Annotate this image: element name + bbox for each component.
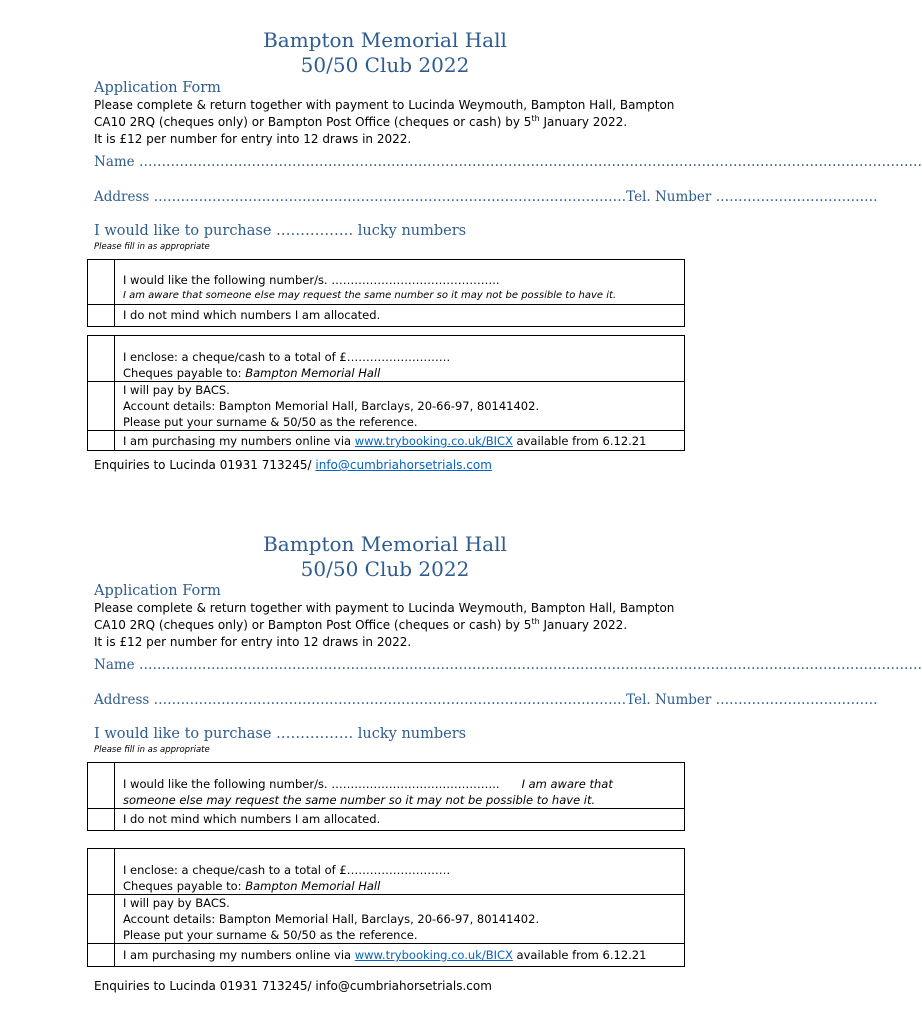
pay-online-date: available from 6.12.21	[512, 948, 647, 962]
option-row	[88, 809, 685, 831]
intro-text	[94, 600, 694, 651]
pay-online-date: available from 6.12.21	[512, 434, 647, 448]
enquiries-text: Enquiries to Lucinda 01931 713245/	[94, 458, 316, 472]
option-row	[88, 305, 685, 327]
enquiries: Enquiries to Lucinda 01931 713245/ info@cumbriahorsetrials.com	[94, 979, 492, 993]
form-title	[0, 28, 770, 78]
payment-text	[115, 336, 685, 382]
name-field[interactable]: Name …………………………………………………………………………………………………………………………………………………………	[94, 154, 922, 170]
payment-row	[88, 849, 685, 895]
opt-numbers-note-b: someone else may request the same number so it may not be possible to have it.	[123, 793, 596, 807]
payment-checkbox[interactable]	[88, 944, 115, 967]
opt-numbers-text: I would like the following number/s. ……………………………………..	[123, 273, 500, 287]
pay-bacs-account: Account details: Bampton Memorial Hall, Barclays, 20-66-97, 80141402.	[123, 399, 540, 413]
payment-text	[115, 944, 685, 967]
pay-bacs-reference: Please put your surname & 50/50 as the reference.	[123, 415, 418, 429]
opt-any-text: I do not mind which numbers I am allocated.	[115, 305, 685, 327]
intro-text	[94, 97, 694, 148]
pay-cheque-text: I enclose: a cheque/cash to a total of £………………………	[123, 350, 451, 364]
payment-checkbox[interactable]	[88, 849, 115, 895]
form-title	[0, 532, 770, 582]
intro-line-3: It is £12 per number for entry into 12 draws in 2022.	[94, 132, 412, 146]
intro-sup: th	[531, 114, 540, 123]
title-line-2: 50/50 Club 2022	[300, 557, 470, 581]
pay-bacs-text: I will pay by BACS.	[123, 896, 230, 910]
trybooking-link[interactable]: www.trybooking.co.uk/BICX	[354, 434, 513, 448]
option-text	[115, 260, 685, 305]
payment-checkbox[interactable]	[88, 382, 115, 431]
title-line-1: Bampton Memorial Hall	[263, 532, 507, 556]
payment-checkbox[interactable]	[88, 895, 115, 944]
pay-cheque-text: I enclose: a cheque/cash to a total of £………………………	[123, 863, 451, 877]
intro-line-2a: CA10 2RQ (cheques only) or Bampton Post Office (cheques or cash) by 5	[94, 618, 532, 632]
intro-line-3: It is £12 per number for entry into 12 draws in 2022.	[94, 635, 412, 649]
payment-text	[115, 431, 685, 451]
payment-row	[88, 382, 685, 431]
address-field[interactable]: Address ……………………………………………………………………………………………Tel. Number ………………………………	[94, 692, 878, 708]
application-form-heading: Application Form	[94, 80, 221, 96]
payment-text	[115, 849, 685, 895]
opt-any-text: I do not mind which numbers I am allocated.	[115, 809, 685, 831]
payment-options-table	[87, 335, 685, 451]
payment-checkbox[interactable]	[88, 431, 115, 451]
intro-line-1: Please complete & return together with payment to Lucinda Weymouth, Bampton Hall, Bampton	[94, 601, 675, 615]
option-checkbox[interactable]	[88, 809, 115, 831]
option-text	[115, 763, 685, 809]
payee-label: Cheques payable to:	[123, 366, 246, 380]
intro-line-2a: CA10 2RQ (cheques only) or Bampton Post Office (cheques or cash) by 5	[94, 115, 532, 129]
fill-note: Please fill in as appropriate	[94, 745, 210, 755]
fill-note: Please fill in as appropriate	[94, 242, 210, 252]
payment-text	[115, 895, 685, 944]
email-link[interactable]: info@cumbriahorsetrials.com	[315, 458, 492, 472]
payment-row	[88, 431, 685, 451]
option-checkbox[interactable]	[88, 260, 115, 305]
intro-line-2b: January 2022.	[539, 115, 628, 129]
intro-line-2b: January 2022.	[539, 618, 628, 632]
payment-options-table	[87, 848, 685, 967]
trybooking-link[interactable]: www.trybooking.co.uk/BICX	[354, 948, 513, 962]
payee-name: Bampton Memorial Hall	[245, 879, 381, 893]
option-checkbox[interactable]	[88, 305, 115, 327]
pay-bacs-text: I will pay by BACS.	[123, 383, 230, 397]
number-options-table	[87, 762, 685, 831]
purchase-line[interactable]: I would like to purchase ……………. lucky numbers	[94, 223, 467, 239]
option-checkbox[interactable]	[88, 763, 115, 809]
payment-row	[88, 336, 685, 382]
enquiries	[94, 458, 492, 472]
opt-numbers-text: I would like the following number/s. ……………………………………..	[123, 777, 500, 791]
payment-checkbox[interactable]	[88, 336, 115, 382]
payee-name: Bampton Memorial Hall	[245, 366, 381, 380]
pay-bacs-reference: Please put your surname & 50/50 as the reference.	[123, 928, 418, 942]
intro-line-2	[94, 617, 694, 634]
pay-cheque-payee-line	[123, 878, 676, 894]
pay-online-text: I am purchasing my numbers online via	[123, 948, 355, 962]
intro-sup: th	[531, 617, 540, 626]
pay-cheque-payee-line	[123, 365, 676, 381]
payee-label: Cheques payable to:	[123, 879, 246, 893]
option-row	[88, 260, 685, 305]
pay-online-text: I am purchasing my numbers online via	[123, 434, 355, 448]
intro-line-2	[94, 114, 694, 131]
payment-text	[115, 382, 685, 431]
number-options-table	[87, 259, 685, 327]
payment-row	[88, 944, 685, 967]
title-line-2: 50/50 Club 2022	[300, 53, 470, 77]
purchase-line[interactable]: I would like to purchase ……………. lucky numbers	[94, 726, 467, 742]
intro-line-1: Please complete & return together with payment to Lucinda Weymouth, Bampton Hall, Bampton	[94, 98, 675, 112]
address-field[interactable]: Address ……………………………………………………………………………………………Tel. Number ………………………………	[94, 189, 878, 205]
payment-row	[88, 895, 685, 944]
opt-numbers-line	[123, 776, 676, 792]
title-line-1: Bampton Memorial Hall	[263, 28, 507, 52]
name-field[interactable]: Name …………………………………………………………………………………………………………………………………………………………	[94, 657, 922, 673]
opt-numbers-note: I am aware that someone else may request the same number so it may not be possible to have it.	[123, 290, 617, 301]
opt-numbers-note-a: I am aware that	[521, 777, 613, 791]
option-row	[88, 763, 685, 809]
application-form-heading: Application Form	[94, 583, 221, 599]
pay-bacs-account: Account details: Bampton Memorial Hall, Barclays, 20-66-97, 80141402.	[123, 912, 540, 926]
